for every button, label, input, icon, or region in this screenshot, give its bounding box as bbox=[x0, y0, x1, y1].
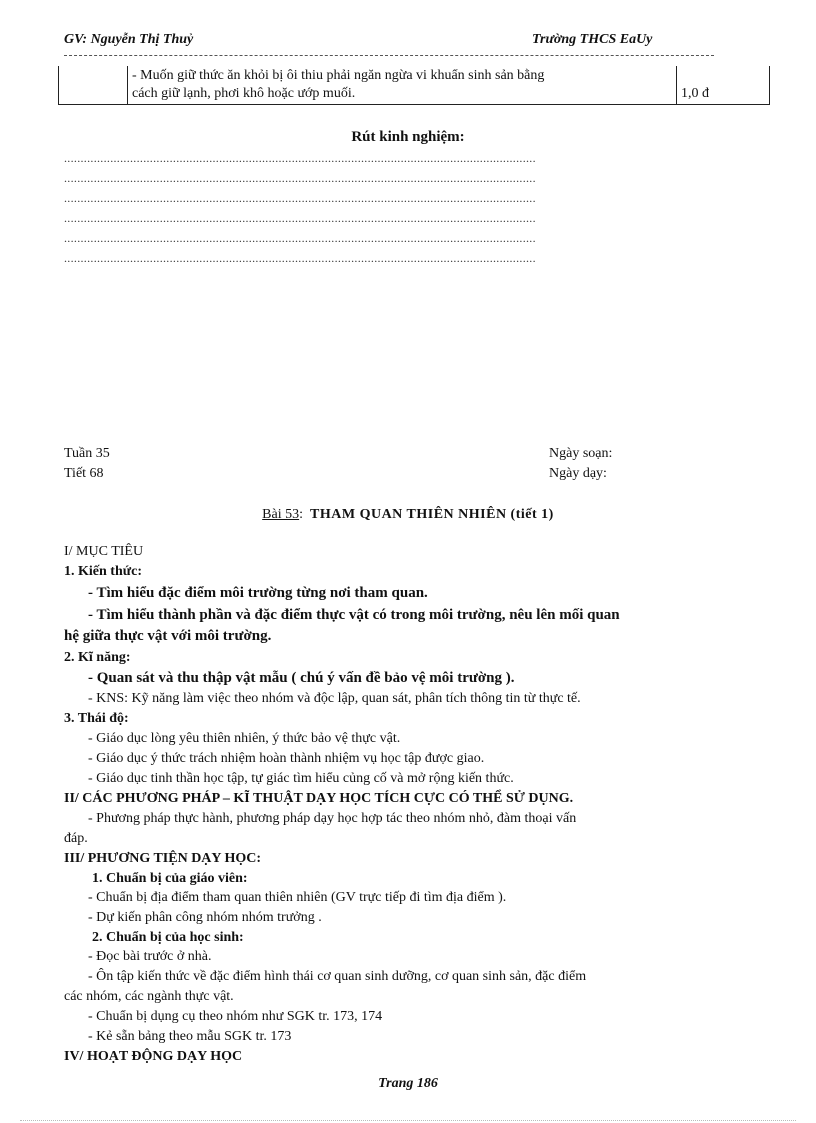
section-activities: IV/ HOẠT ĐỘNG DẠY HỌC bbox=[64, 1049, 243, 1064]
dotted-line: ............................................................................................................................................... bbox=[64, 171, 536, 185]
heading-attitude: 3. Thái độ: bbox=[64, 711, 129, 726]
attitude-item-3: - Giáo dục tinh thần học tập, tự giác tìm hiểu củng cố và mở rộng kiến thức. bbox=[88, 771, 514, 786]
header-divider bbox=[64, 55, 714, 56]
table-cell-score: 1,0 đ bbox=[677, 66, 770, 105]
section-objectives: I/ MỤC TIÊU bbox=[64, 544, 144, 559]
answer-line-2: cách giữ lạnh, phơi khô hoặc ướp muối. bbox=[132, 86, 356, 101]
teacher-name: GV: Nguyễn Thị Thuỷ bbox=[64, 32, 194, 47]
week-label: Tuần 35 bbox=[64, 446, 110, 461]
page-bottom-edge bbox=[20, 1120, 796, 1121]
student-prep-item-4: - Kẻ sẵn bảng theo mẫu SGK tr. 173 bbox=[88, 1029, 292, 1044]
answer-table bbox=[58, 66, 770, 105]
student-prep-item-2: - Ôn tập kiến thức về đặc điểm hình thái cơ quan sinh dưỡng, cơ quan sinh sản, đặc điểm bbox=[88, 969, 587, 984]
attitude-item-2: - Giáo dục ý thức trách nhiệm hoàn thành nhiệm vụ học tập được giao. bbox=[88, 751, 485, 766]
attitude-item-1: - Giáo dục lòng yêu thiên nhiên, ý thức bảo vệ thực vật. bbox=[88, 731, 401, 746]
knowledge-item-2: - Tìm hiểu thành phần và đặc điểm thực vật có trong môi trường, nêu lên mối quan bbox=[88, 607, 620, 623]
table-row bbox=[59, 66, 770, 105]
knowledge-item-2-cont: hệ giữa thực vật với môi trường. bbox=[64, 628, 272, 644]
skills-item-2: - KNS: Kỹ năng làm việc theo nhóm và độc lập, quan sát, phân tích thông tin từ thực tế. bbox=[88, 691, 581, 706]
student-prep-item-3: - Chuẩn bị dụng cụ theo nhóm như SGK tr. 173, 174 bbox=[88, 1009, 383, 1024]
section-methods: II/ CÁC PHƯƠNG PHÁP – KĨ THUẬT DẠY HỌC TÍCH CỰC CÓ THỂ SỬ DỤNG. bbox=[64, 791, 574, 806]
methods-item-cont: đáp. bbox=[64, 831, 88, 846]
teach-date-label: Ngày dạy: bbox=[549, 466, 607, 481]
heading-student-prep: 2. Chuẩn bị của học sinh: bbox=[92, 930, 244, 945]
dotted-line: ............................................................................................................................................... bbox=[64, 211, 536, 225]
dotted-line: ............................................................................................................................................... bbox=[64, 151, 536, 165]
student-prep-item-1: - Đọc bài trước ở nhà. bbox=[88, 949, 212, 964]
period-label: Tiết 68 bbox=[64, 466, 104, 481]
lesson-title bbox=[0, 507, 816, 523]
lesson-name: THAM QUAN THIÊN NHIÊN (tiết 1) bbox=[310, 507, 554, 522]
dotted-line: ............................................................................................................................................... bbox=[64, 251, 536, 265]
school-name: Trường THCS EaUy bbox=[532, 32, 653, 47]
heading-skills: 2. Kĩ năng: bbox=[64, 650, 131, 665]
section-materials: III/ PHƯƠNG TIỆN DẠY HỌC: bbox=[64, 851, 262, 866]
student-prep-item-2-cont: các nhóm, các ngành thực vật. bbox=[64, 989, 234, 1004]
teacher-prep-item-2: - Dự kiến phân công nhóm nhóm trưởng . bbox=[88, 910, 322, 925]
answer-line-1: - Muốn giữ thức ăn khỏi bị ôi thiu phải ngăn ngừa vi khuẩn sinh sản bằng bbox=[132, 68, 545, 83]
dotted-line: ............................................................................................................................................... bbox=[64, 231, 536, 245]
page-number: Trang 186 bbox=[378, 1076, 438, 1091]
knowledge-item-1: - Tìm hiểu đặc điểm môi trường từng nơi tham quan. bbox=[88, 585, 428, 601]
table-cell-empty bbox=[59, 66, 128, 105]
table-cell-answer bbox=[128, 66, 677, 105]
teacher-prep-item-1: - Chuẩn bị địa điểm tham quan thiên nhiên (GV trực tiếp đi tìm địa điểm ). bbox=[88, 890, 507, 905]
heading-teacher-prep: 1. Chuẩn bị của giáo viên: bbox=[92, 871, 248, 886]
methods-item: - Phương pháp thực hành, phương pháp dạy học hợp tác theo nhóm nhỏ, đàm thoại vấn bbox=[88, 811, 577, 826]
heading-knowledge: 1. Kiến thức: bbox=[64, 564, 143, 579]
experience-title: Rút kinh nghiệm: bbox=[351, 129, 465, 145]
lesson-number: Bài 53 bbox=[262, 507, 300, 522]
skills-item-1: - Quan sát và thu thập vật mẫu ( chú ý vấn đề bảo vệ môi trường ). bbox=[88, 670, 515, 686]
lesson-title-sep: : bbox=[299, 507, 304, 522]
dotted-line: ............................................................................................................................................... bbox=[64, 191, 536, 205]
prep-date-label: Ngày soạn: bbox=[549, 446, 613, 461]
